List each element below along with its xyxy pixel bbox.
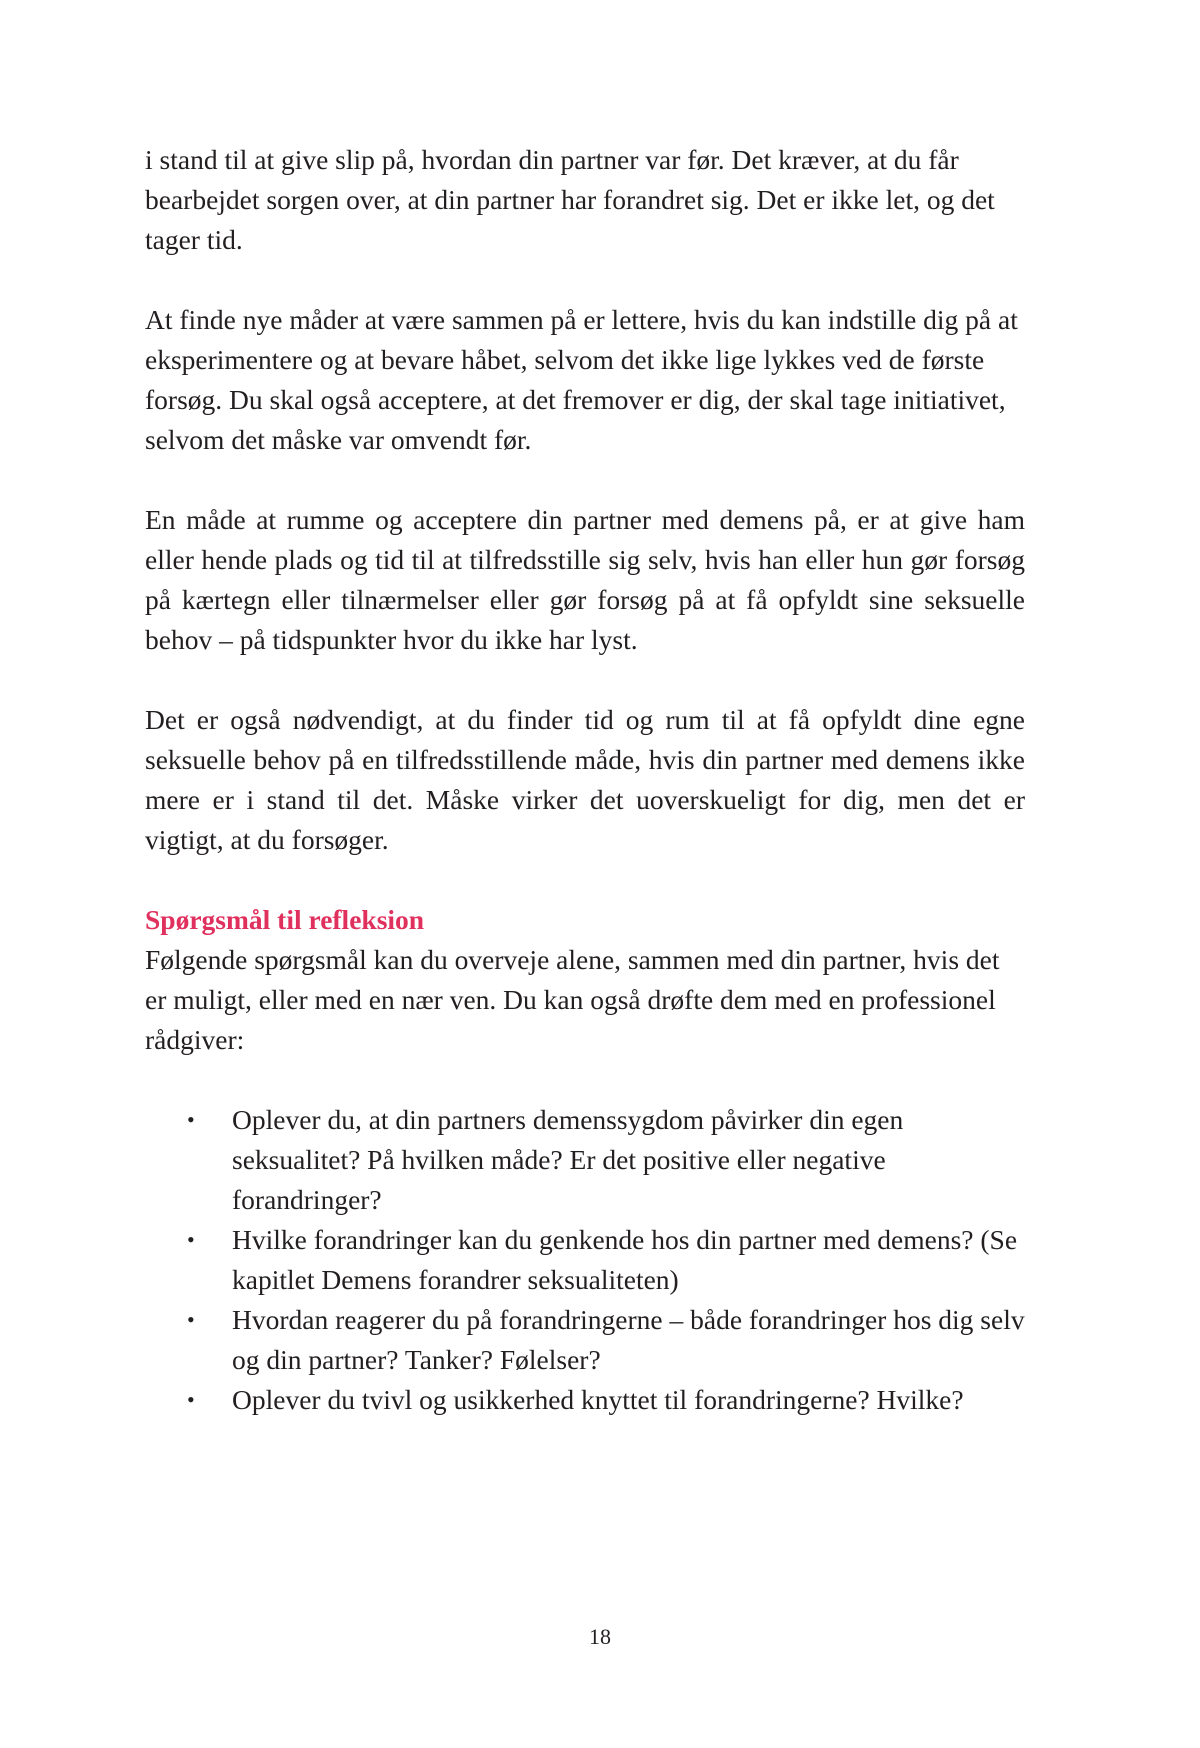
page-number: 18 (589, 1624, 611, 1649)
question-item (145, 1380, 1032, 1420)
question-list (145, 1100, 1025, 1420)
section-heading: Spørgsmål til refleksion (145, 904, 425, 935)
section-intro: Følgende spørgsmål kan du overveje alene, sammen med din partner, hvis det er muligt, eller med en nær ven. Du kan også drøfte dem med en professionel rådgiver: (145, 944, 1000, 1055)
question-item (145, 1100, 1032, 1220)
question-item (145, 1220, 1032, 1300)
bullet-icon: • (187, 1387, 195, 1412)
paragraph-1: i stand til at give slip på, hvordan din partner var før. Det kræver, at du får bearbejdet sorgen over, at din partner har forandret sig. Det er ikke let, og det tager tid. (145, 144, 995, 255)
question-text: Oplever du tvivl og usikkerhed knyttet til forandringerne? Hvilke? (232, 1384, 964, 1415)
paragraph-2: At finde nye måder at være sammen på er lettere, hvis du kan indstille dig på at eksperimentere og at bevare håbet, selvom det ikke lige lykkes ved de første forsøg. Du skal også acceptere, at det fremover er dig, der skal tage initiativet, selvom det måske var omvendt før. (145, 304, 1018, 455)
bullet-icon: • (187, 1227, 195, 1252)
paragraph-3: En måde at rumme og acceptere din partner med demens på, er at give ham eller hende plads og tid til at tilfredsstille sig selv, hvis han eller hun gør forsøg på kærtegn eller tilnærmelser eller gør forsøg på at få opfyldt sine seksuelle behov – på tidspunkter hvor du ikke har lyst. (145, 504, 1025, 655)
bullet-icon: • (187, 1307, 195, 1332)
page-content (145, 140, 1025, 1420)
bullet-icon: • (187, 1107, 195, 1132)
question-item (145, 1300, 1032, 1380)
question-text: Hvilke forandringer kan du genkende hos din partner med demens? (Se kapitlet Demens forandrer seksualiteten) (232, 1224, 1018, 1295)
question-text: Hvordan reagerer du på forandringerne – både forandringer hos dig selv og din partner? Tanker? Følelser? (232, 1304, 1025, 1375)
paragraph-4: Det er også nødvendigt, at du finder tid og rum til at få opfyldt dine egne seksuelle behov på en tilfredsstillende måde, hvis din partner med demens ikke mere er i stand til det. Måske virker det uoverskueligt for dig, men det er vigtigt, at du forsøger. (145, 704, 1025, 855)
question-text: Oplever du, at din partners demenssygdom påvirker din egen seksualitet? På hvilken måde? Er det positive eller negative forandringer? (232, 1104, 904, 1215)
